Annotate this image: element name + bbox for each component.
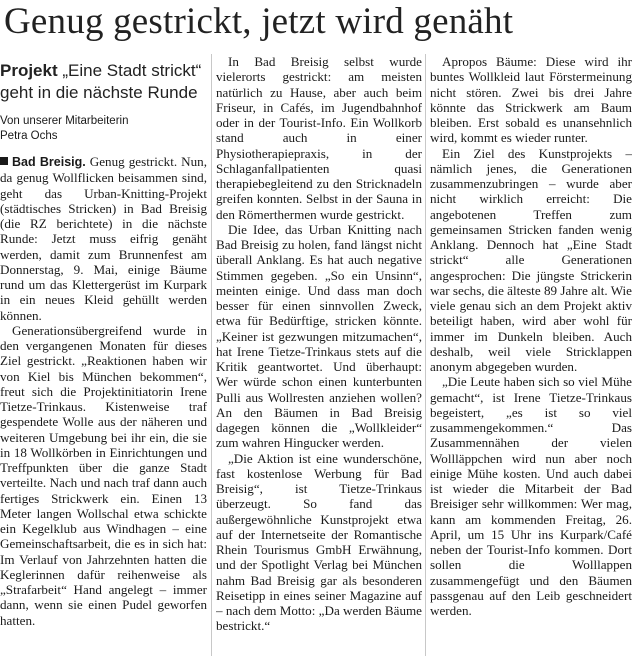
paragraph: Ein Ziel des Kunstprojekts – nämlich jenes, die Generationen zusammenzubringen – wurde aber nicht wirklich erreicht: Die angebotenen Treffen zum gemeinsamen Stricken fanden wenig Anklang. Dennoch hat „Eine Stadt strickt“ alle Generationen angesprochen: Die jüngste Strickerin war sechs, die älteste 89 Jahre alt. Wie viele genau sich an dem Projekt aktiv beteiligt haben, wird aber wohl für immer im Dunkeln bleiben. Auch deshalb, weil viele Stricklappen anonym abgegeben wurden.: [430, 145, 632, 374]
paragraph: In Bad Breisig selbst wurde vielerorts gestrickt: am meisten natürlich zu Hause, aber auch beim Friseur, in Cafés, im Jugendbahnhof oder in der Tourist-Info. Ein Wollkorb stand auch in einer Physiotherapiepraxis, in der Schlaganfallpatienten quasi therapiebegleitend zu den Stricknadeln greifen konnten. Selbst in der Sauna in den Römerthermen wurde gestrickt.: [216, 54, 422, 222]
article-column-1: [0, 54, 207, 656]
lead-paragraph: [0, 154, 207, 323]
dateline: Bad Breisig.: [12, 155, 86, 169]
paragraph: „Die Aktion ist eine wunderschöne, fast kostenlose Werbung für Bad Breisig“, ist Tietze-Trinkaus überzeugt. So fand das außergewöhnliche Kunstprojekt etwa auf der Internetseite der Romantische Rhein Tourismus GmbH Erwähnung, und der Spotlight Verlag bei München nahm Bad Breisig gar als besonderen Reisetipp in eines seiner Magazine auf – nach dem Motto: „Da werden Bäume bestrickt.“: [216, 450, 422, 634]
paragraph: Apropos Bäume: Diese wird ihr buntes Wollkleid laut Förstermeinung nicht stören. Zwei bis drei Jahre könnte das Strickwerk am Baum bleiben. Erst sobald es unansehnlich wird, kommt es wieder runter.: [430, 54, 632, 146]
paragraph: Generationsübergreifend wurde in den vergangenen Monaten für dieses Ziel gestrickt. „Reaktionen haben wir von Kiel bis München bekommen“, freut sich die Projektinitiatorin Irene Tietze-Trinkaus. Kistenweise traf gespendete Wolle aus der näheren und weiteren Umgebung bei ihr ein, die sie in 18 Wollkörben in Einrichtungen und Treffpunkten über die ganze Stadt verteilte. Nach und nach traf dann auch fertiges Strickwerk ein. Einen 13 Meter langen Wollschal etwa schickte ein Kegelklub aus Windhagen – eine Gemeinschaftsarbeit, die es in sich hat: Im Verlauf von Jahrzehnten hatten die Keglerinnen dafür reihenweise als „Strafarbeit“ Hand angelegt – immer dann, wenn sie einen Pudel geworfen hatten.: [0, 322, 207, 628]
subheadline-lead: Projekt: [0, 61, 58, 80]
paragraph: Die Idee, das Urban Knitting nach Bad Breisig zu holen, fand längst nicht überall Anklang. Es hat auch negative Stimmen gegeben. „So ein Unsinn“, meinten einige. Und dass man doch besser für einen sinnvollen Zweck, etwa für Bedürftige, stricken könnte. „Keiner ist gezwungen mitzumachen“, hat Irene Tietze-Trinkaus stets auf die Kritik geantwortet. Und überhaupt: Wer würde schon einen kunterbunten Pulli aus Wollresten anziehen wollen? An den Bäumen in Bad Breisig dagegen können die „Wollkleider“ zum wahren Hingucker werden.: [216, 221, 422, 451]
byline-name: Petra Ochs: [0, 130, 58, 142]
column-divider: [425, 54, 426, 656]
article-column-3: [430, 54, 632, 656]
byline-role: Von unserer Mitarbeiterin: [0, 115, 129, 127]
column-divider: [211, 54, 212, 656]
article-column-2: [216, 54, 422, 656]
column-2-flow: [216, 54, 422, 634]
lead-text: Genug gestrickt. Nun, da genug Wollflicken beisammen sind, geht das Urban-Knitting-Projekt (städtisches Stricken) in Bad Breisig (die RZ berichtete) in die nächste Runde: Jetzt muss eifrig genäht werden, damit zum Brunnenfest am Donnerstag, 9. Mai, einige Bäume rund um das Klettergerüst im Kurpark in ein neues Kleid gehüllt werden können.: [0, 154, 207, 323]
paragraph: „Die Leute haben sich so viel Mühe gemacht“, ist Irene Tietze-Trinkaus begeistert, „es ist so viel zusammengekommen.“ Das Zusammennähen der vielen Wollläppchen wird nun aber noch einige Mühe kosten. Und auch dabei ist wieder die Mitarbeit der Bad Breisiger sehr willkommen: Wer mag, kann am kommenden Freitag, 26. April, um 15 Uhr ins Kurpark/Café neben der Tourist-Info kommen. Dort sollen die Wolllappen zusammengefügt und den Bäumen passgenau auf den Leib geschneidert werden.: [430, 374, 632, 618]
headline: Genug gestrickt, jetzt wird genäht: [4, 1, 514, 42]
byline: [0, 114, 207, 144]
subheadline-text: „Eine Stadt strickt“ geht in die nächste Runde: [0, 61, 202, 102]
lead-square-icon: [0, 157, 8, 165]
column-3-flow: [430, 54, 632, 618]
subheadline: [0, 60, 207, 104]
